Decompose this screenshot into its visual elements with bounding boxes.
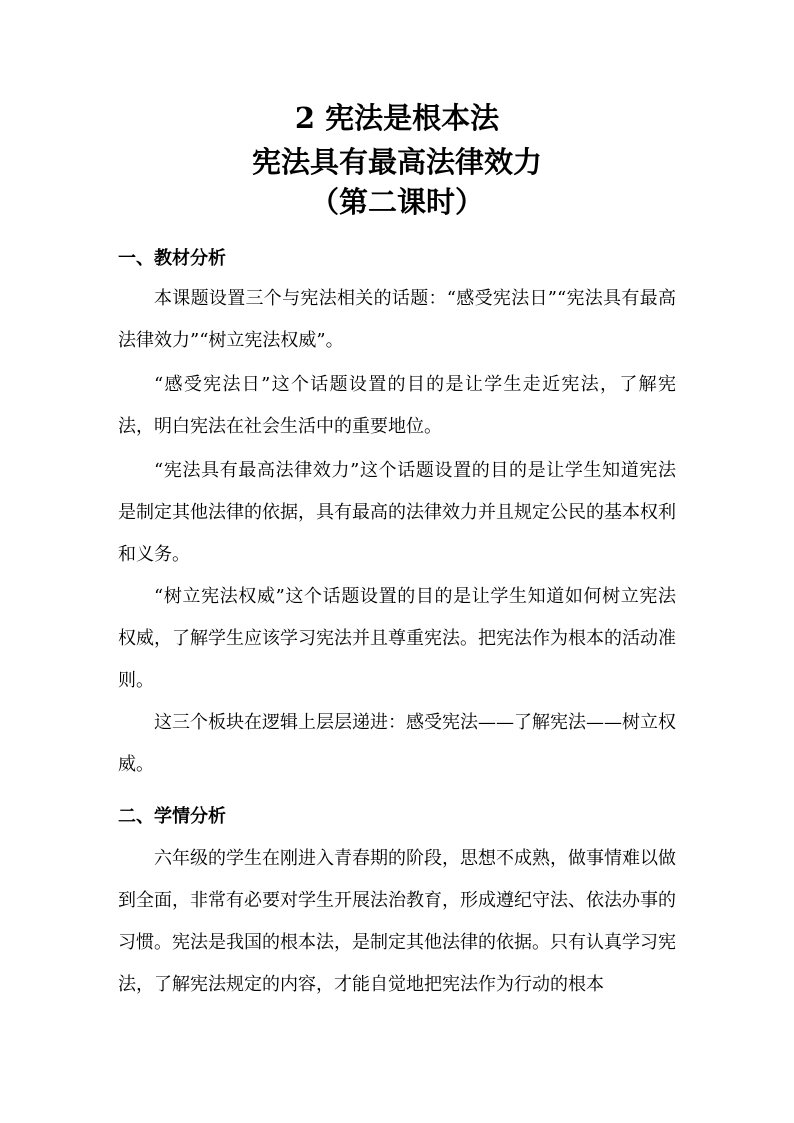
lesson-title: 2 宪法是根本法 — [294, 101, 500, 135]
section-heading-learner-analysis: 二、学情分析 — [118, 806, 226, 827]
paragraph: “宪法具有最高法律效力”这个话题设置的目的是让学生知道宪法是制定其他法律的依据，具有最高的法律效力并且规定公民的基本权利和义务。 — [118, 460, 676, 565]
paragraph: “感受宪法日”这个话题设置的目的是让学生走近宪法，了解宪法，明白宪法在社会生活中的重要地位。 — [118, 374, 676, 437]
lesson-subtitle: 宪法具有最高法律效力 — [251, 145, 542, 179]
lesson-period: （第二课时） — [309, 185, 484, 219]
paragraph: 本课题设置三个与宪法相关的话题：“感受宪法日”“宪法具有最高法律效力”“树立宪法权威”。 — [118, 288, 676, 351]
paragraph: 六年级的学生在刚进入青春期的阶段，思想不成熟，做事情难以做到全面，非常有必要对学生开展法治教育，形成遵纪守法、依法办事的习惯。宪法是我国的根本法，是制定其他法律的依据。只有认真学习宪法，了解宪法规定的内容，才能自觉地把宪法作为行动的根本 — [118, 848, 676, 995]
paragraph: 这三个板块在逻辑上层层递进：感受宪法——了解宪法——树立权威。 — [118, 712, 676, 775]
section-heading-textbook-analysis: 一、教材分析 — [118, 248, 226, 269]
paragraph: “树立宪法权威”这个话题设置的目的是让学生知道如何树立宪法权威，了解学生应该学习宪法并且尊重宪法。把宪法作为根本的活动准则。 — [118, 586, 676, 691]
